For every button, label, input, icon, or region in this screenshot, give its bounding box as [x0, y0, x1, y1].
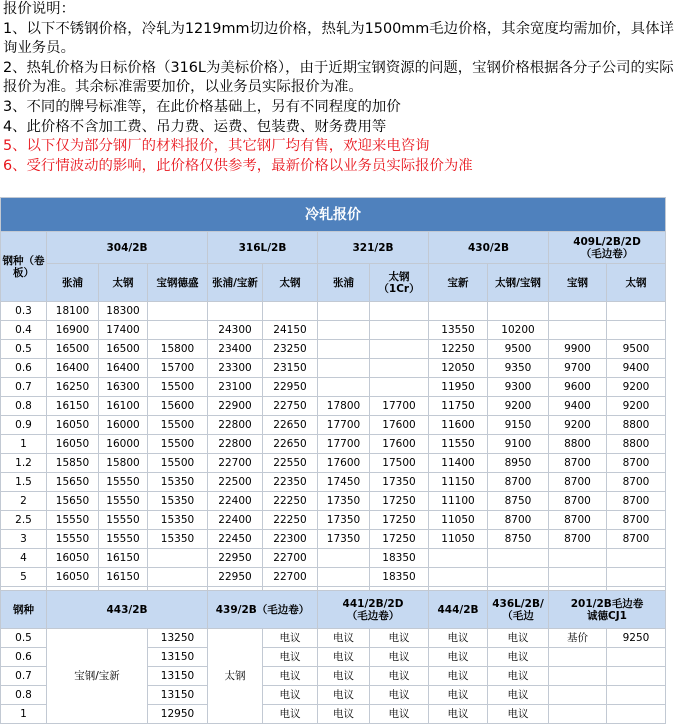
price-cell: 11750 [429, 397, 488, 416]
mill-header: 张浦 [318, 264, 370, 302]
price-cell: 17350 [318, 492, 370, 511]
table-row [1, 302, 666, 321]
price-cell: 8750 [488, 492, 549, 511]
price-cell: 22950 [208, 568, 263, 587]
price-cell: 8750 [488, 530, 549, 549]
price-cell: 16300 [99, 378, 148, 397]
table-row [1, 435, 666, 454]
price-cell: 电议 [488, 648, 549, 667]
price-cell: 16050 [47, 568, 99, 587]
price-cell: 电议 [429, 705, 488, 724]
price-cell: 22750 [263, 397, 318, 416]
price-cell: 22950 [208, 549, 263, 568]
price-cell: 15550 [99, 511, 148, 530]
price-cell: 8700 [607, 454, 666, 473]
price-notes [3, 0, 679, 176]
price-cell [370, 340, 429, 359]
grade-header-441-line1: 441/2B/2D [342, 597, 404, 610]
mill-header: 太钢/宝钢 [488, 264, 549, 302]
price-cell [318, 321, 370, 340]
price-cell: 12250 [429, 340, 488, 359]
table-row [1, 511, 666, 530]
price-cell: 15500 [148, 454, 208, 473]
price-cell: 9200 [549, 416, 607, 435]
price-cell: 22300 [263, 530, 318, 549]
gauge-cell: 0.5 [1, 629, 47, 648]
cold-rolled-rows [1, 302, 666, 606]
price-cell [607, 667, 666, 686]
mill-header: 张浦/宝新 [208, 264, 263, 302]
price-cell: 11600 [429, 416, 488, 435]
grade-header-201 [549, 591, 666, 629]
price-cell: 22400 [208, 492, 263, 511]
price-cell: 15550 [99, 492, 148, 511]
price-cell: 22250 [263, 511, 318, 530]
note-line-3: 3、不同的牌号标准等，在此价格基础上，另有不同程度的加价 [3, 98, 401, 115]
price-cell: 8800 [549, 435, 607, 454]
price-cell: 电议 [429, 648, 488, 667]
price-cell: 电议 [370, 648, 429, 667]
price-cell: 10200 [488, 321, 549, 340]
price-cell: 15350 [148, 530, 208, 549]
price-cell: 22650 [263, 435, 318, 454]
price-cell: 13150 [148, 648, 208, 667]
note-line-2: 2、热轧价格为日标价格（316L为美标价格），由于近期宝钢资源的问题，宝钢价格根据各分子公司的实际报价为准。其余标准需要加价，以业务员实际报价为准。 [3, 59, 674, 96]
table-row [1, 568, 666, 587]
price-cell [370, 302, 429, 321]
note-line-4: 4、此价格不含加工费、吊力费、运费、包装费、财务费用等 [3, 118, 387, 135]
mill-cell-443: 宝钢/宝新 [47, 629, 148, 724]
grade-header-443: 443/2B [47, 591, 208, 629]
price-cell: 15650 [47, 492, 99, 511]
table-row [1, 397, 666, 416]
price-cell: 9500 [488, 340, 549, 359]
price-cell [148, 549, 208, 568]
table-row [1, 629, 666, 648]
price-cell: 8700 [607, 492, 666, 511]
price-cell: 16050 [47, 549, 99, 568]
price-cell: 8700 [607, 530, 666, 549]
price-cell: 11050 [429, 511, 488, 530]
price-cell: 基价 [549, 629, 607, 648]
price-cell: 18350 [370, 568, 429, 587]
grade-header-316l: 316L/2B [208, 232, 318, 264]
price-cell [488, 568, 549, 587]
gauge-cell: 1 [1, 435, 47, 454]
price-cell: 16250 [47, 378, 99, 397]
price-cell: 电议 [488, 705, 549, 724]
gauge-cell: 3 [1, 530, 47, 549]
gauge-header: 钢种 [1, 591, 47, 629]
price-cell: 22250 [263, 492, 318, 511]
grade-header-430: 430/2B [429, 232, 549, 264]
price-cell: 电议 [488, 629, 549, 648]
price-cell: 11400 [429, 454, 488, 473]
gauge-cell: 0.4 [1, 321, 47, 340]
price-cell: 8700 [549, 473, 607, 492]
price-cell [607, 321, 666, 340]
price-cell: 11100 [429, 492, 488, 511]
price-cell: 15600 [148, 397, 208, 416]
price-cell [148, 321, 208, 340]
price-cell: 15350 [148, 511, 208, 530]
price-cell: 9700 [549, 359, 607, 378]
price-cell: 22400 [208, 511, 263, 530]
gauge-cell: 0.9 [1, 416, 47, 435]
gauge-cell: 0.6 [1, 648, 47, 667]
price-cell: 电议 [370, 686, 429, 705]
gauge-cell: 1.5 [1, 473, 47, 492]
price-cell: 16900 [47, 321, 99, 340]
price-cell: 18300 [99, 302, 148, 321]
price-cell: 22900 [208, 397, 263, 416]
grade-header-304: 304/2B [47, 232, 208, 264]
price-cell: 8700 [549, 454, 607, 473]
price-cell: 16150 [99, 549, 148, 568]
price-cell: 17600 [370, 416, 429, 435]
price-cell [549, 705, 607, 724]
price-cell [370, 359, 429, 378]
price-cell [148, 568, 208, 587]
price-cell [429, 568, 488, 587]
price-cell: 17500 [370, 454, 429, 473]
table-row [1, 378, 666, 397]
price-cell: 15550 [99, 530, 148, 549]
grade-header-441 [318, 591, 429, 629]
note-line-6: 6、受行情波动的影响，此价格仅供参考，最新价格以业务员实际报价为准 [3, 157, 473, 174]
price-cell: 8700 [488, 511, 549, 530]
price-cell: 16400 [99, 359, 148, 378]
table-row [1, 454, 666, 473]
mill-header: 宝钢德盛 [148, 264, 208, 302]
price-cell [318, 378, 370, 397]
mill-header [370, 264, 429, 302]
price-cell: 22450 [208, 530, 263, 549]
mill-header: 太钢 [99, 264, 148, 302]
price-cell: 9350 [488, 359, 549, 378]
gauge-cell: 0.6 [1, 359, 47, 378]
price-cell: 8700 [549, 530, 607, 549]
price-cell: 23150 [263, 359, 318, 378]
price-cell: 17600 [370, 435, 429, 454]
price-cell: 17400 [99, 321, 148, 340]
price-cell: 17600 [318, 454, 370, 473]
grade-header-441-line2: （毛边卷） [346, 609, 400, 622]
mill-cell-439: 太钢 [208, 629, 263, 724]
price-cell: 电议 [370, 629, 429, 648]
price-cell: 15800 [99, 454, 148, 473]
price-cell: 15350 [148, 473, 208, 492]
price-cell: 11950 [429, 378, 488, 397]
price-cell: 电议 [263, 648, 318, 667]
table-row [1, 530, 666, 549]
price-cell: 15800 [148, 340, 208, 359]
price-cell: 17450 [318, 473, 370, 492]
price-cell: 18100 [47, 302, 99, 321]
price-cell: 电议 [429, 629, 488, 648]
grade-header-409l [549, 232, 666, 264]
price-cell: 电议 [370, 667, 429, 686]
price-cell: 9400 [607, 359, 666, 378]
price-cell: 17350 [318, 530, 370, 549]
price-cell: 17700 [318, 416, 370, 435]
price-cell: 16000 [99, 416, 148, 435]
price-cell [318, 359, 370, 378]
price-cell: 9600 [549, 378, 607, 397]
price-cell [549, 549, 607, 568]
price-cell: 15550 [47, 530, 99, 549]
gauge-cell: 0.7 [1, 667, 47, 686]
mill-header: 宝钢 [549, 264, 607, 302]
price-cell: 11550 [429, 435, 488, 454]
gauge-cell: 2 [1, 492, 47, 511]
price-cell: 22700 [263, 549, 318, 568]
price-cell: 16050 [47, 435, 99, 454]
grade-header-321: 321/2B [318, 232, 429, 264]
price-cell: 8700 [607, 511, 666, 530]
price-cell: 9250 [607, 629, 666, 648]
price-cell: 电议 [429, 686, 488, 705]
price-cell [429, 302, 488, 321]
grade-header-436l-line1: 436L/2B/ [492, 597, 544, 610]
price-cell: 17250 [370, 492, 429, 511]
price-cell: 17250 [370, 511, 429, 530]
grade-header-201-line1: 201/2B毛边卷 [570, 597, 644, 610]
price-cell [318, 568, 370, 587]
price-cell [549, 667, 607, 686]
price-cell: 8950 [488, 454, 549, 473]
price-cell [370, 378, 429, 397]
table-row [1, 473, 666, 492]
price-cell: 16400 [47, 359, 99, 378]
price-cell [318, 302, 370, 321]
price-cell: 9900 [549, 340, 607, 359]
price-cell: 电议 [318, 686, 370, 705]
price-cell: 22700 [263, 568, 318, 587]
price-cell: 8700 [549, 511, 607, 530]
note-line-1: 1、以下不锈钢价格，冷轧为1219mm切边价格，热轧为1500mm毛边价格，其余宽度均需加价，具体详询业务员。 [3, 20, 674, 57]
price-cell: 18350 [370, 549, 429, 568]
price-cell: 电议 [318, 667, 370, 686]
grade-header-409l-line1: 409L/2B/2D [573, 235, 641, 248]
grade-header-444: 444/2B [429, 591, 488, 629]
mill-header-line2: （1Cr） [378, 282, 420, 295]
price-cell: 15500 [148, 435, 208, 454]
price-cell: 23400 [208, 340, 263, 359]
price-cell: 12050 [429, 359, 488, 378]
price-cell: 22350 [263, 473, 318, 492]
price-cell: 13550 [429, 321, 488, 340]
price-cell: 16100 [99, 397, 148, 416]
price-cell [607, 648, 666, 667]
price-cell [549, 686, 607, 705]
price-cell: 11150 [429, 473, 488, 492]
price-cell: 16150 [99, 568, 148, 587]
price-cell [607, 705, 666, 724]
gauge-header: 钢种（卷板） [1, 232, 47, 302]
price-cell [263, 302, 318, 321]
price-cell: 15350 [148, 492, 208, 511]
price-cell: 9500 [607, 340, 666, 359]
grade-header-436l [488, 591, 549, 629]
price-cell: 22550 [263, 454, 318, 473]
price-cell: 15550 [99, 473, 148, 492]
price-cell [148, 302, 208, 321]
price-cell: 15700 [148, 359, 208, 378]
gauge-cell: 1.2 [1, 454, 47, 473]
price-cell: 8800 [607, 435, 666, 454]
price-cell [318, 340, 370, 359]
price-cell [208, 302, 263, 321]
price-cell [549, 648, 607, 667]
price-cell: 9200 [488, 397, 549, 416]
grade-header-436l-line2: （毛边 [502, 609, 534, 622]
price-cell: 11050 [429, 530, 488, 549]
table-row [1, 416, 666, 435]
note-line-5: 5、以下仅为部分钢厂的材料报价，其它钢厂均有售，欢迎来电咨询 [3, 138, 430, 155]
price-cell [607, 568, 666, 587]
price-cell [370, 321, 429, 340]
price-cell [607, 686, 666, 705]
grade-header-409l-line2: （毛边卷） [580, 247, 634, 260]
price-cell [549, 321, 607, 340]
grade-header-439: 439/2B（毛边卷） [208, 591, 318, 629]
table-title: 冷轧报价 [1, 198, 666, 232]
price-cell: 9100 [488, 435, 549, 454]
gauge-cell: 0.5 [1, 340, 47, 359]
gauge-cell: 2.5 [1, 511, 47, 530]
price-cell: 16050 [47, 416, 99, 435]
price-cell: 17700 [370, 397, 429, 416]
price-cell: 22800 [208, 435, 263, 454]
price-cell: 17250 [370, 530, 429, 549]
price-cell: 24300 [208, 321, 263, 340]
price-cell: 电议 [429, 667, 488, 686]
price-cell: 17800 [318, 397, 370, 416]
table-row [1, 492, 666, 511]
price-cell: 22800 [208, 416, 263, 435]
other-grades-table [0, 590, 666, 724]
price-cell: 13250 [148, 629, 208, 648]
price-cell: 23300 [208, 359, 263, 378]
price-cell: 9300 [488, 378, 549, 397]
price-cell: 22950 [263, 378, 318, 397]
price-cell: 16500 [99, 340, 148, 359]
price-cell: 22500 [208, 473, 263, 492]
price-cell: 17700 [318, 435, 370, 454]
price-cell: 12950 [148, 705, 208, 724]
price-cell: 15550 [47, 511, 99, 530]
price-cell: 8700 [488, 473, 549, 492]
gauge-cell: 0.7 [1, 378, 47, 397]
price-cell: 8700 [549, 492, 607, 511]
notes-title: 报价说明： [3, 1, 75, 17]
price-cell: 9400 [549, 397, 607, 416]
price-cell: 23250 [263, 340, 318, 359]
gauge-cell: 4 [1, 549, 47, 568]
gauge-cell: 0.8 [1, 397, 47, 416]
price-cell: 15500 [148, 378, 208, 397]
price-cell: 22650 [263, 416, 318, 435]
price-cell: 电议 [263, 686, 318, 705]
price-cell: 16500 [47, 340, 99, 359]
table-row [1, 321, 666, 340]
price-cell [607, 549, 666, 568]
gauge-cell: 1 [1, 705, 47, 724]
price-cell: 17350 [318, 511, 370, 530]
price-cell: 24150 [263, 321, 318, 340]
price-cell: 电议 [263, 705, 318, 724]
mill-header: 太钢 [607, 264, 666, 302]
price-cell: 电议 [263, 667, 318, 686]
price-cell: 16000 [99, 435, 148, 454]
price-cell [607, 302, 666, 321]
mill-header: 宝新 [429, 264, 488, 302]
table-row [1, 359, 666, 378]
price-cell: 电议 [318, 705, 370, 724]
price-cell: 22700 [208, 454, 263, 473]
price-cell: 9150 [488, 416, 549, 435]
price-cell [488, 549, 549, 568]
price-cell [549, 568, 607, 587]
price-cell: 17350 [370, 473, 429, 492]
gauge-cell: 0.8 [1, 686, 47, 705]
table-row [1, 340, 666, 359]
price-cell: 13150 [148, 667, 208, 686]
price-cell: 电议 [318, 629, 370, 648]
grade-header-201-line2: 诚德CJ1 [587, 609, 627, 622]
price-cell: 电议 [318, 648, 370, 667]
gauge-cell: 5 [1, 568, 47, 587]
price-cell: 15500 [148, 416, 208, 435]
price-cell: 15650 [47, 473, 99, 492]
cold-rolled-price-table [0, 197, 666, 606]
price-cell: 9200 [607, 378, 666, 397]
price-cell: 13150 [148, 686, 208, 705]
gauge-cell: 0.3 [1, 302, 47, 321]
price-cell [429, 549, 488, 568]
price-cell: 8800 [607, 416, 666, 435]
price-cell: 9200 [607, 397, 666, 416]
other-grades-rows [1, 629, 666, 724]
price-cell: 电议 [370, 705, 429, 724]
price-cell: 23100 [208, 378, 263, 397]
price-cell [488, 302, 549, 321]
price-cell: 15850 [47, 454, 99, 473]
price-cell [318, 549, 370, 568]
price-cell: 电议 [488, 667, 549, 686]
price-cell: 16150 [47, 397, 99, 416]
mill-header: 张浦 [47, 264, 99, 302]
mill-header: 太钢 [263, 264, 318, 302]
table-row [1, 549, 666, 568]
price-cell: 8700 [607, 473, 666, 492]
price-cell: 电议 [488, 686, 549, 705]
price-cell [549, 302, 607, 321]
mill-header-line1: 太钢 [388, 270, 410, 283]
price-cell: 电议 [263, 629, 318, 648]
